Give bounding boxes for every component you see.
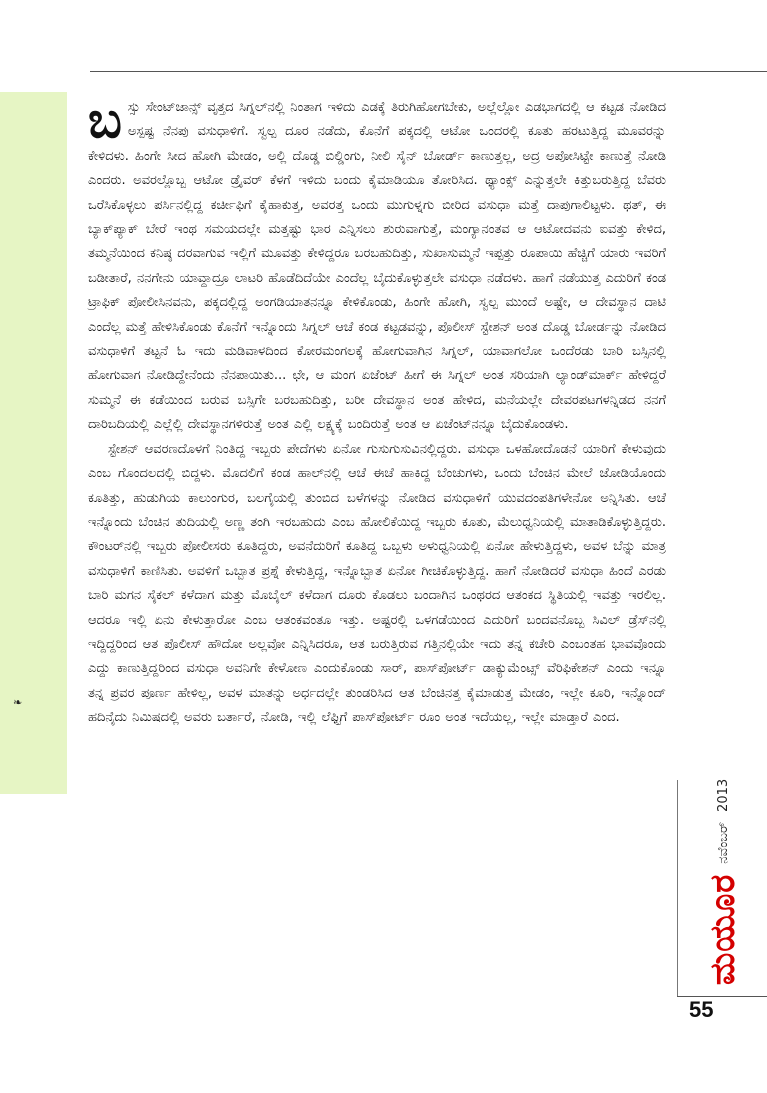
issue-month: ನವೆಂಬರ್ — [715, 821, 730, 864]
issue-year: 2013 — [715, 778, 730, 812]
side-color-strip — [0, 92, 67, 794]
paragraph-2: ಸ್ಟೇಶನ್ ಆವರಣದೊಳಗೆ ನಿಂತಿದ್ದ ಇಬ್ಬರು ಪೇದೆಗಳು ಏನೋ ಗುಸುಗುಸುವಿನಲ್ಲಿದ್ದರು. ವಸುಧಾ ಒಳಹೋದೊಡನೆ ಯಾರಿಗೆ ಕೇಳುವುದು ಎಂಬ ಗೊಂದಲದಲ್ಲಿ ಬಿದ್ದಳು. ಮೊದಲಿಗೆ ಕಂಡ ಹಾಲ್‌ನಲ್ಲಿ ಆಚೆ ಈಚೆ ಹಾಕಿದ್ದ ಬೆಂಚುಗಳು, ಒಂದು ಬೆಂಚಿನ ಮೇಲೆ ಜೋಡಿಯೊಂದು ಕೂತಿತ್ತು, ಹುಡುಗಿಯ ಕಾಲುಂಗುರ, ಬಲಗೈಯಲ್ಲಿ ತುಂಬಿದ ಬಳೆಗಳನ್ನು ನೋಡಿದ ವಸುಧಾಳಿಗೆ ಯುವದಂಪತಿಗಳೇನೋ ಅನ್ನಿಸಿತು. ಆಚೆ ಇನ್ನೊಂದು ಬೆಂಚಿನ ತುದಿಯಲ್ಲಿ ಅಣ್ಣ ತಂಗಿ ಇರಬಹುದು ಎಂಬ ಹೋಲಿಕೆಯಿದ್ದ ಇಬ್ಬರು ಕೂತು, ಮೆಲುಧ್ವನಿಯಲ್ಲಿ ಮಾತಾಡಿಕೊಳ್ಳುತ್ತಿದ್ದರು. ಕೌಂಟರ್‌ನಲ್ಲಿ ಇಬ್ಬರು ಪೋಲೀಸರು ಕೂತಿದ್ದರು, ಅವನೆದುರಿಗೆ ಕೂತಿದ್ದ ಒಬ್ಬಳು ಅಳುಧ್ವನಿಯಲ್ಲಿ ಏನೋ ಹೇಳುತ್ತಿದ್ದಳು, ಅವಳ ಬೆನ್ನು ಮಾತ್ರ ವಸುಧಾಳಿಗೆ ಕಾಣಿಸಿತು. ಅವಳಿಗೆ ಒಬ್ಬಾತ ಪ್ರಶ್ನೆ ಕೇಳುತ್ತಿದ್ದ, ಇನ್ನೊಬ್ಬಾತ ಏನೋ ಗೀಚಿಕೊಳ್ಳುತ್ತಿದ್ದ. ಹಾಗೆ ನೋಡಿದರೆ ವಸುಧಾ ಹಿಂದೆ ಎರಡು ಬಾರಿ ಮಗನ ಸೈಕಲ್ ಕಳೆದಾಗ ಮತ್ತು ಮೊಬೈಲ್ ಕಳೆದಾಗ ದೂರು ಕೊಡಲು ಬಂದಾಗಿನ ಒಂಥರದ ಆತಂಕದ ಸ್ಥಿತಿಯಲ್ಲಿ ಇವತ್ತು ಇರಲಿಲ್ಲ. ಆದರೂ ಇಲ್ಲಿ ಏನು ಕೇಳುತ್ತಾರೋ ಎಂಬ ಆತಂಕವಂತೂ ಇತ್ತು. ಅಷ್ಟರಲ್ಲಿ ಒಳಗಡೆಯಿಂದ ಎದುರಿಗೆ ಬಂದವನೊಬ್ಬ ಸಿವಿಲ್ ಡ್ರೆಸ್‌ನಲ್ಲಿ ಇದ್ದಿದ್ದರಿಂದ ಆತ ಪೊಲೀಸ್ ಹೌದೋ ಅಲ್ಲವೋ ಎನ್ನಿಸಿದರೂ, ಆತ ಬರುತ್ತಿರುವ ಗತ್ತಿನಲ್ಲಿಯೇ ಇದು ತನ್ನ ಕಚೇರಿ ಎಂಬಂತಹ ಭಾವವೊಂದು ಎದ್ದು ಕಾಣುತ್ತಿದ್ದರಿಂದ ವಸುಧಾ ಅವನಿಗೇ ಕೇಳೋಣ ಎಂದುಕೊಂಡು ಸಾರ್, ಪಾಸ್‌ಪೋರ್ಟ್ ಡಾಕ್ಯುಮೆಂಟ್ಸ್ ವೆರಿಫಿಕೇಶನ್ ಎಂದು ಇನ್ನೂ ತನ್ನ ಪ್ರವರ ಪೂರ್ಣ ಹೇಳಿಲ್ಲ, ಅವಳ ಮಾತನ್ನು ಅರ್ಧದಲ್ಲೇ ತುಂಡರಿಸಿದ ಆತ ಬೆಂಚಿನತ್ತ ಕೈಮಾಡುತ್ತ ಮೇಡಂ, ಇಲ್ಲೇ ಕೂರಿ, ಇನ್ನೊಂದ್ ಹದಿನೈದು ನಿಮಿಷದಲ್ಲಿ ಅವರು ಬರ್ತಾರೆ, ನೋಡಿ, ಇಲ್ಲಿ ಲೆಫ್ಟಿಗೆ ಪಾಸ್‌ಪೋರ್ಟ್ ರೂಂ ಅಂತ ಇದೆಯಲ್ಲ, ಇಲ್ಲೇ ಮಾಡ್ತಾರೆ ಎಂದ. — [88, 441, 666, 726]
top-rule — [90, 71, 767, 72]
magazine-masthead — [678, 772, 767, 992]
drop-cap: ಬ — [88, 90, 122, 149]
article-body — [88, 90, 666, 731]
magazine-name: ಮಯೂರ — [702, 873, 743, 986]
paragraph-1 — [88, 90, 666, 438]
ornament-mark: ❧ — [13, 696, 23, 709]
page-number: 55 — [689, 997, 714, 1022]
paragraph-1-text: ಸ್ಸು ಸೇಂಟ್‌ಜಾನ್ಸ್ ವೃತ್ತದ ಸಿಗ್ನಲ್‌ನಲ್ಲಿ ನಿಂತಾಗ ಇಳಿದು ಎಡಕ್ಕೆ ತಿರುಗಿಹೋಗಬೇಕು, ಅಲ್ಲೆಲ್ಲೋ ಎಡಭಾಗದಲ್ಲಿ ಆ ಕಟ್ಟಡ ನೋಡಿದ ಅಸ್ಪಷ್ಟ ನೆನಪು ವಸುಧಾಳಿಗೆ. ಸ್ವಲ್ಪ ದೂರ ನಡೆದು, ಕೊನೆಗೆ ಪಕ್ಕದಲ್ಲಿ ಆಟೋ ಒಂದರಲ್ಲಿ ಕೂತು ಹರಟುತ್ತಿದ್ದ ಮೂವರನ್ನು ಕೇಳಿದಳು. ಹಿಂಗೇ ಸೀದ ಹೋಗಿ ಮೇಡಂ, ಅಲ್ಲಿ ದೊಡ್ಡ ಬಿಲ್ಡಿಂಗು, ನೀಲಿ ಸೈನ್ ಬೋರ್ಡ್ ಕಾಣುತ್ತಲ್ಲ, ಅದ್ರ ಅಪೋಸಿಟ್ಟೇ ಕಾಣುತ್ತೆ ನೋಡಿ ಎಂದರು. ಅವರಲ್ಲೊಬ್ಬ ಆಟೋ ಡ್ರೈವರ್ ಕೆಳಗೆ ಇಳಿದು ಬಂದು ಕೈಮಾಡಿಯೂ ತೋರಿಸಿದ. ಥ್ಯಾಂಕ್ಸ್ ಎನ್ನುತ್ತಲೇ ಕಿತ್ತುಬರುತ್ತಿದ್ದ ಬೆವರು ಒರೆಸಿಕೊಳ್ಳಲು ಪರ್ಸಿನಲ್ಲಿದ್ದ ಕರ್ಚೀಫಿಗೆ ಕೈಹಾಕುತ್ತ, ಅವರತ್ತ ಒಂದು ಮುಗುಳ್ನಗು ಬೀರಿದ ವಸುಧಾ ಮತ್ತೆ ದಾಪುಗಾಲಿಟ್ಟಳು. ಥತ್, ಈ ಬ್ಯಾಕ್‌ಪ್ಯಾಕ್ ಬೇರೆ ಇಂಥ ಸಮಯದಲ್ಲೇ ಮತ್ತಷ್ಟು ಭಾರ ಎನ್ನಿಸಲು ಶುರುವಾಗುತ್ತೆ, ಮಂಗ್ಯಾನಂತವ ಆ ಆಟೋದವನು ಐವತ್ತು ಕೇಳಿದ, ತಮ್ಮನೆಯಿಂದ ಕನಿಷ್ಠ ದರವಾಗುವ ಇಲ್ಲಿಗೆ ಮೂವತ್ತು ಕೇಳಿದ್ದರೂ ಬರಬಹುದಿತ್ತು, ಸುಖಾಸುಮ್ಮನೆ ಇಪ್ಪತ್ತು ರೂಪಾಯಿ ಹೆಚ್ಚಿಗೆ ಯಾರು ಇವರಿಗೆ ಬಡೀತಾರೆ, ನನಗೇನು ಯಾವ್ದಾದ್ರೂ ಲಾಟರಿ ಹೊಡೆದಿದೆಯೇ ಎಂದೆಲ್ಲ ಬೈದುಕೊಳ್ಳುತ್ತಲೇ ವಸುಧಾ ನಡೆದಳು. ಹಾಗೆ ನಡೆಯುತ್ತ ಎದುರಿಗೆ ಕಂಡ ಟ್ರಾಫಿಕ್ ಪೋಲೀಸಿನವನು, ಪಕ್ಕದಲ್ಲಿದ್ದ ಅಂಗಡಿಯಾತನನ್ನೂ ಕೇಳಿಕೊಂಡು, ಹಿಂಗೇ ಹೋಗಿ, ಸ್ವಲ್ಪ ಮುಂದೆ ಅಷ್ಟೇ, ಆ ದೇವಸ್ಥಾನ ದಾಟಿ ಎಂದೆಲ್ಲ ಮತ್ತೆ ಹೇಳಿಸಿಕೊಂಡು ಕೊನೆಗೆ ಇನ್ನೊಂದು ಸಿಗ್ನಲ್ ಆಚೆ ಕಂಡ ಕಟ್ಟಡವನ್ನು, ಪೊಲೀಸ್ ಸ್ಟೇಶನ್ ಅಂತ ದೊಡ್ಡ ಬೋರ್ಡನ್ನು ನೋಡಿದ ವಸುಧಾಳಿಗೆ ತಟ್ಟನೆ ಓ ಇದು ಮಡಿವಾಳದಿಂದ ಕೋರಮಂಗಲಕ್ಕೆ ಹೋಗುವಾಗಿನ ಸಿಗ್ನಲ್, ಯಾವಾಗಲೋ ಒಂದೆರಡು ಬಾರಿ ಬಸ್ಸಿನಲ್ಲಿ ಹೋಗುವಾಗ ನೋಡಿದ್ದೇನೆಂದು ನೆನಪಾಯಿತು... ಛೇ, ಆ ಮಂಗ ಏಜೆಂಟ್ ಹೀಗೆ ಈ ಸಿಗ್ನಲ್ ಅಂತ ಸರಿಯಾಗಿ ಲ್ಯಾಂಡ್‌ಮಾರ್ಕ್ ಹೇಳಿದ್ದರೆ ಸುಮ್ಮನೆ ಈ ಕಡೆಯಿಂದ ಬರುವ ಬಸ್ಸಿಗೇ ಬರಬಹುದಿತ್ತು, ಬರೀ ದೇವಸ್ಥಾನ ಅಂತ ಹೇಳಿದ, ಮನೆಯಲ್ಲೇ ದೇವರಪಟಗಳನ್ನಿಡದ ನನಗೆ ದಾರಿಬದಿಯಲ್ಲಿ ಎಲ್ಲೆಲ್ಲಿ ದೇವಸ್ಥಾನಗಳಿರುತ್ತೆ ಅಂತ ಎಲ್ಲಿ ಲಕ್ಷ್ಯಕ್ಕೆ ಬಂದಿರುತ್ತೆ ಅಂತ ಆ ಏಜೆಂಟ್‌ನನ್ನೂ ಬೈದುಕೊಂಡಳು. — [88, 100, 666, 433]
